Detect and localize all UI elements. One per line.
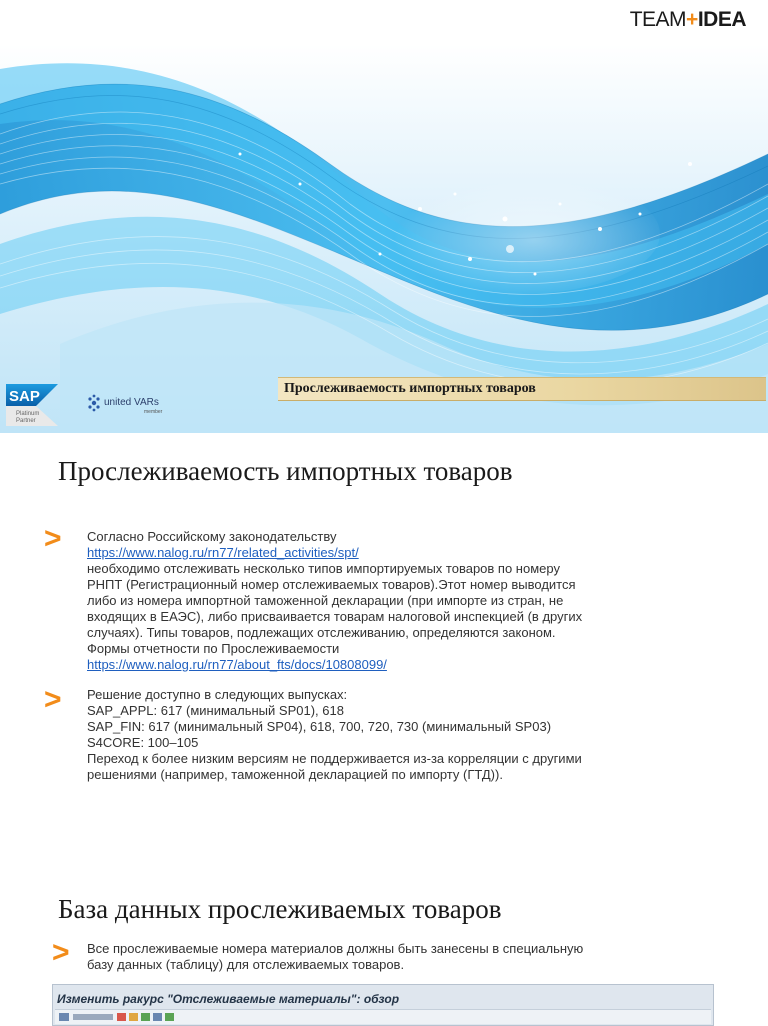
slide3-bullet-line: Все прослеживаемые номера материалов должны быть занесены в специальную [87, 941, 584, 956]
bullet1-line: Формы отчетности по Прослеживаемости [87, 641, 340, 656]
bullet-chevron-icon: > [52, 936, 70, 969]
title-banner [278, 377, 766, 401]
bullet2-line: Решение доступно в следующих выпусках: [87, 687, 348, 702]
sap-toolbar [55, 1009, 711, 1024]
logo-plus-icon: + [686, 8, 698, 31]
united-vars-name: united VARs [104, 397, 159, 408]
check-icon [165, 1013, 174, 1021]
bullet-chevron-icon: > [44, 522, 62, 555]
title-slide [0, 0, 768, 433]
traceability-slide [0, 436, 768, 866]
bullet1-line: необходимо отслеживать несколько типов импортируемых товаров по номеру [87, 561, 560, 576]
slide3-bullet-line: базу данных (таблицу) для отслеживаемых товаров. [87, 957, 405, 972]
bullet1-line: РНПТ (Регистрационный номер отслеживаемых товаров).Этот номер выводится [87, 577, 576, 592]
sap-window-screenshot [52, 984, 714, 1026]
sap-platinum-partner-logo [6, 384, 58, 426]
traceable-goods-db-slide [0, 868, 768, 1024]
logo-team-text: TEAM [629, 8, 687, 31]
bullet1-line: входящих в ЕАЭС), либо присваивается товарам налоговой инспекцией (в других [87, 609, 583, 624]
slide-title: Прослеживаемость импортных товаров [284, 381, 536, 396]
sap-brand-text: SAP [9, 388, 40, 405]
select-icon [153, 1013, 162, 1021]
copy-icon [129, 1013, 138, 1021]
united-vars-emblem-icon [88, 395, 99, 412]
sap-partner-text: Partner [16, 418, 36, 424]
new-entries-icon [59, 1013, 69, 1021]
bullet2-line: решениями (например, таможенной декларацией по импорту (ГТД)). [87, 767, 503, 782]
bullet1-line: Согласно Российскому законодательству [87, 529, 337, 544]
teamidea-logo [630, 8, 746, 32]
bullet2-line: S4CORE: 100–105 [87, 735, 199, 750]
slide2-heading: Прослеживаемость импортных товаров [58, 456, 513, 486]
united-vars-member: member [144, 409, 163, 415]
bullet1-line: либо из номера импортной таможенной декларации (при импорте из стран, не [87, 593, 564, 608]
blue-wave-banner [0, 44, 768, 433]
toolbar-label-icon [73, 1014, 113, 1020]
delete-icon [117, 1013, 126, 1021]
logo-idea-text: IDEA [697, 8, 746, 31]
slide3-bullet-text [87, 941, 687, 973]
slide3-heading: База данных прослеживаемых товаров [58, 894, 502, 924]
sap-window-title: Изменить ракурс "Отслеживаемые материалы": обзор [57, 992, 400, 1006]
save-icon [141, 1013, 150, 1021]
bullet1-text [87, 529, 687, 673]
nalog-docs-link[interactable]: https://www.nalog.ru/rn77/about_fts/docs/10808099/ [87, 657, 387, 672]
bullet2-line: SAP_FIN: 617 (минимальный SP04), 618, 700, 720, 730 (минимальный SP03) [87, 719, 552, 734]
bullet-chevron-icon: > [44, 683, 62, 716]
sap-platinum-text: Platinum [16, 411, 40, 417]
sap-toolbar-icons [55, 1010, 215, 1024]
bullet2-line: Переход к более низким версиям не поддерживается из-за корреляции с другими [87, 751, 582, 766]
bullet2-line: SAP_APPL: 617 (минимальный SP01), 618 [87, 703, 344, 718]
bullet1-line: случаях). Типы товаров, подлежащих отслеживанию, определяются законом. [87, 625, 556, 640]
bullet2-text [87, 687, 687, 783]
nalog-spt-link[interactable]: https://www.nalog.ru/rn77/related_activities/spt/ [87, 545, 359, 560]
united-vars-logo [86, 393, 176, 417]
